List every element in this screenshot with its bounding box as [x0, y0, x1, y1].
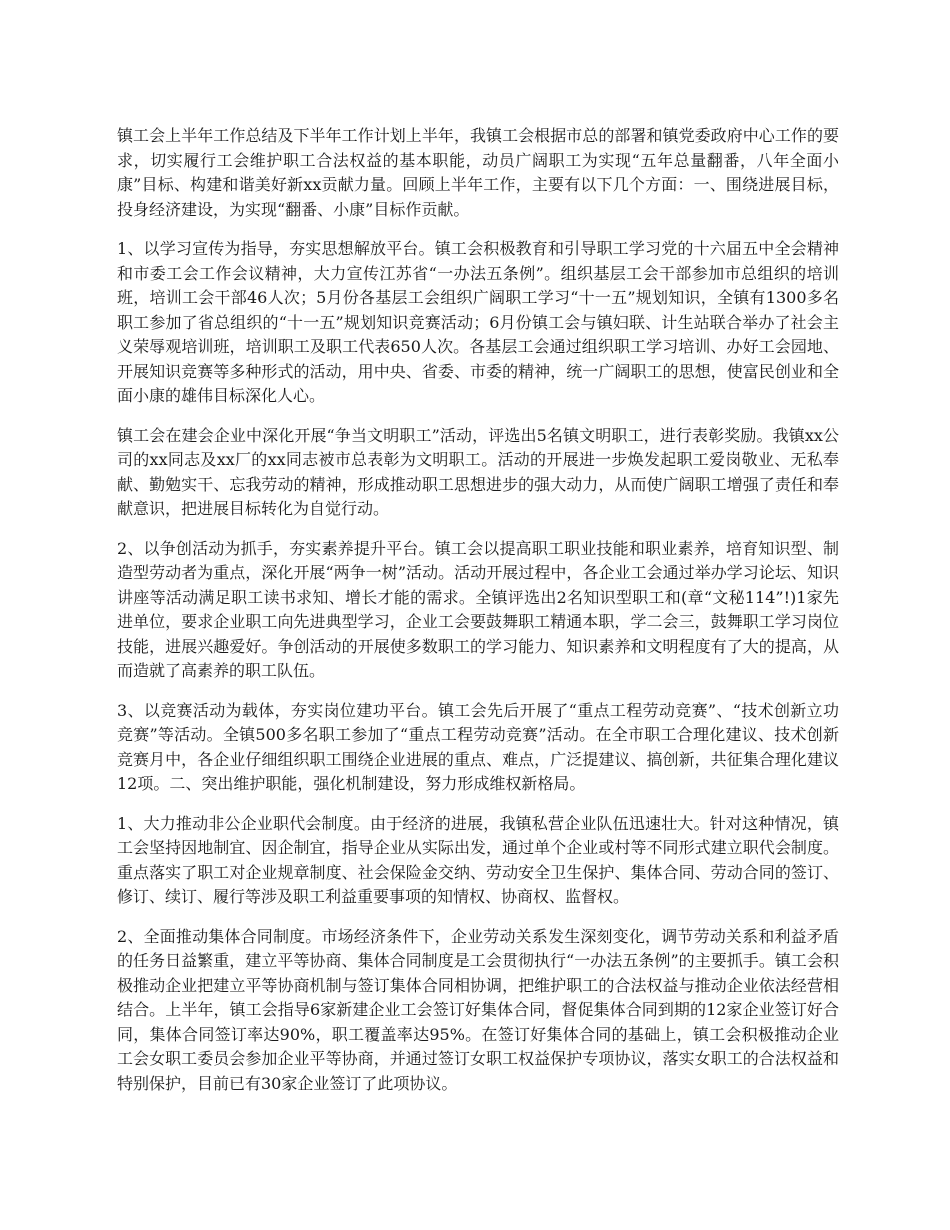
paragraph-intro: 镇工会上半年工作总结及下半年工作计划上半年，我镇工会根据市总的部署和镇党委政府中心工作的要求，切实履行工会维护职工合法权益的基本职能，动员广阔职工为实现“五年总量翻番，八年全面小康”目标、构建和谐美好新xx贡献力量。回顾上半年工作，主要有以下几个方面：一、围绕进展目标，投身经济建设，为实现“翻番、小康”目标作贡献。: [117, 126, 839, 219]
document-page: [117, 124, 839, 1111]
paragraph-labor-contests: 3、以竞赛活动为载体，夯实岗位建功平台。镇工会先后开展了“重点工程劳动竞赛”、“技术创新立功竞赛”等活动。全镇500多名职工参加了“重点工程劳动竞赛”活动。在全市职工合理化建议、技术创新竞赛月中，各企业仔细组织职工围绕企业进展的重点、难点，广泛提建议、搞创新，共征集合理化建议12项。二、突出维护职能，强化机制建设，努力形成维权新格局。: [117, 700, 839, 793]
paragraph-workers-congress: 1、大力推动非公企业职代会制度。由于经济的进展，我镇私营企业队伍迅速壮大。针对这种情况，镇工会坚持因地制宜、因企制宜，指导企业从实际出发，通过单个企业或村等不同形式建立职代会制度。重点落实了职工对企业规章制度、社会保险金交纳、劳动安全卫生保护、集体合同、劳动合同的签订、修订、续订、履行等涉及职工利益重要事项的知情权、协商权、监督权。: [117, 813, 839, 906]
paragraph-civilized-workers: 镇工会在建会企业中深化开展“争当文明职工”活动，评选出5名镇文明职工，进行表彰奖励。我镇xx公司的xx同志及xx厂的xx同志被市总表彰为文明职工。活动的开展进一步焕发起职工爱岗敬业、无私奉献、勤勉实干、忘我劳动的精神，形成推动职工思想进步的强大动力，从而使广阔职工增强了责任和奉献意识，把进展目标转化为自觉行动。: [117, 425, 839, 518]
paragraph-collective-contracts: 2、全面推动集体合同制度。市场经济条件下，企业劳动关系发生深刻变化，调节劳动关系和利益矛盾的任务日益繁重，建立平等协商、集体合同制度是工会贯彻执行“一办法五条例”的主要抓手。镇工会积极推动企业把建立平等协商机制与签订集体合同相协调，把维护职工的合法权益与推动企业依法经营相结合。上半年，镇工会指导6家新建企业工会签订好集体合同，督促集体合同到期的12家企业签订好合同，集体合同签订率达90%，职工覆盖率达95%。在签订好集体合同的基础上，镇工会积极推动企业工会女职工委员会参加企业平等协商，并通过签订女职工权益保护专项协议，落实女职工的合法权益和特别保护，目前已有30家企业签订了此项协议。: [117, 926, 839, 1093]
paragraph-competition-activities: 2、以争创活动为抓手，夯实素养提升平台。镇工会以提高职工职业技能和职业素养，培育知识型、制造型劳动者为重点，深化开展“两争一树”活动。活动开展过程中，各企业工会通过举办学习论坛、知识讲座等活动满足职工读书求知、增长才能的需求。全镇评选出2名知识型职工和(章“文秘114”!)1家先进单位，要求企业职工向先进典型学习，企业工会要鼓舞职工精通本职，学二会三，鼓舞职工学习岗位技能，进展兴趣爱好。争创活动的开展使多数职工的学习能力、知识素养和文明程度有了大的提高，从而造就了高素养的职工队伍。: [117, 538, 839, 680]
paragraph-study-promotion: 1、以学习宣传为指导，夯实思想解放平台。镇工会积极教育和引导职工学习党的十六届五中全会精神和市委工会工作会议精神，大力宣传江苏省“一办法五条例”。组织基层工会干部参加市总组织的培训班，培训工会干部46人次；5月份各基层工会组织广阔职工学习“十一五”规划知识，全镇有1300多名职工参加了省总组织的“十一五”规划知识竞赛活动；6月份镇工会与镇妇联、计生站联合举办了社会主义荣辱观培训班，培训职工及职工代表650人次。各基层工会通过组织职工学习培训、办好工会园地、开展知识竞赛等多种形式的活动，用中央、省委、市委的精神，统一广阔职工的思想，使富民创业和全面小康的雄伟目标深化人心。: [117, 239, 839, 405]
